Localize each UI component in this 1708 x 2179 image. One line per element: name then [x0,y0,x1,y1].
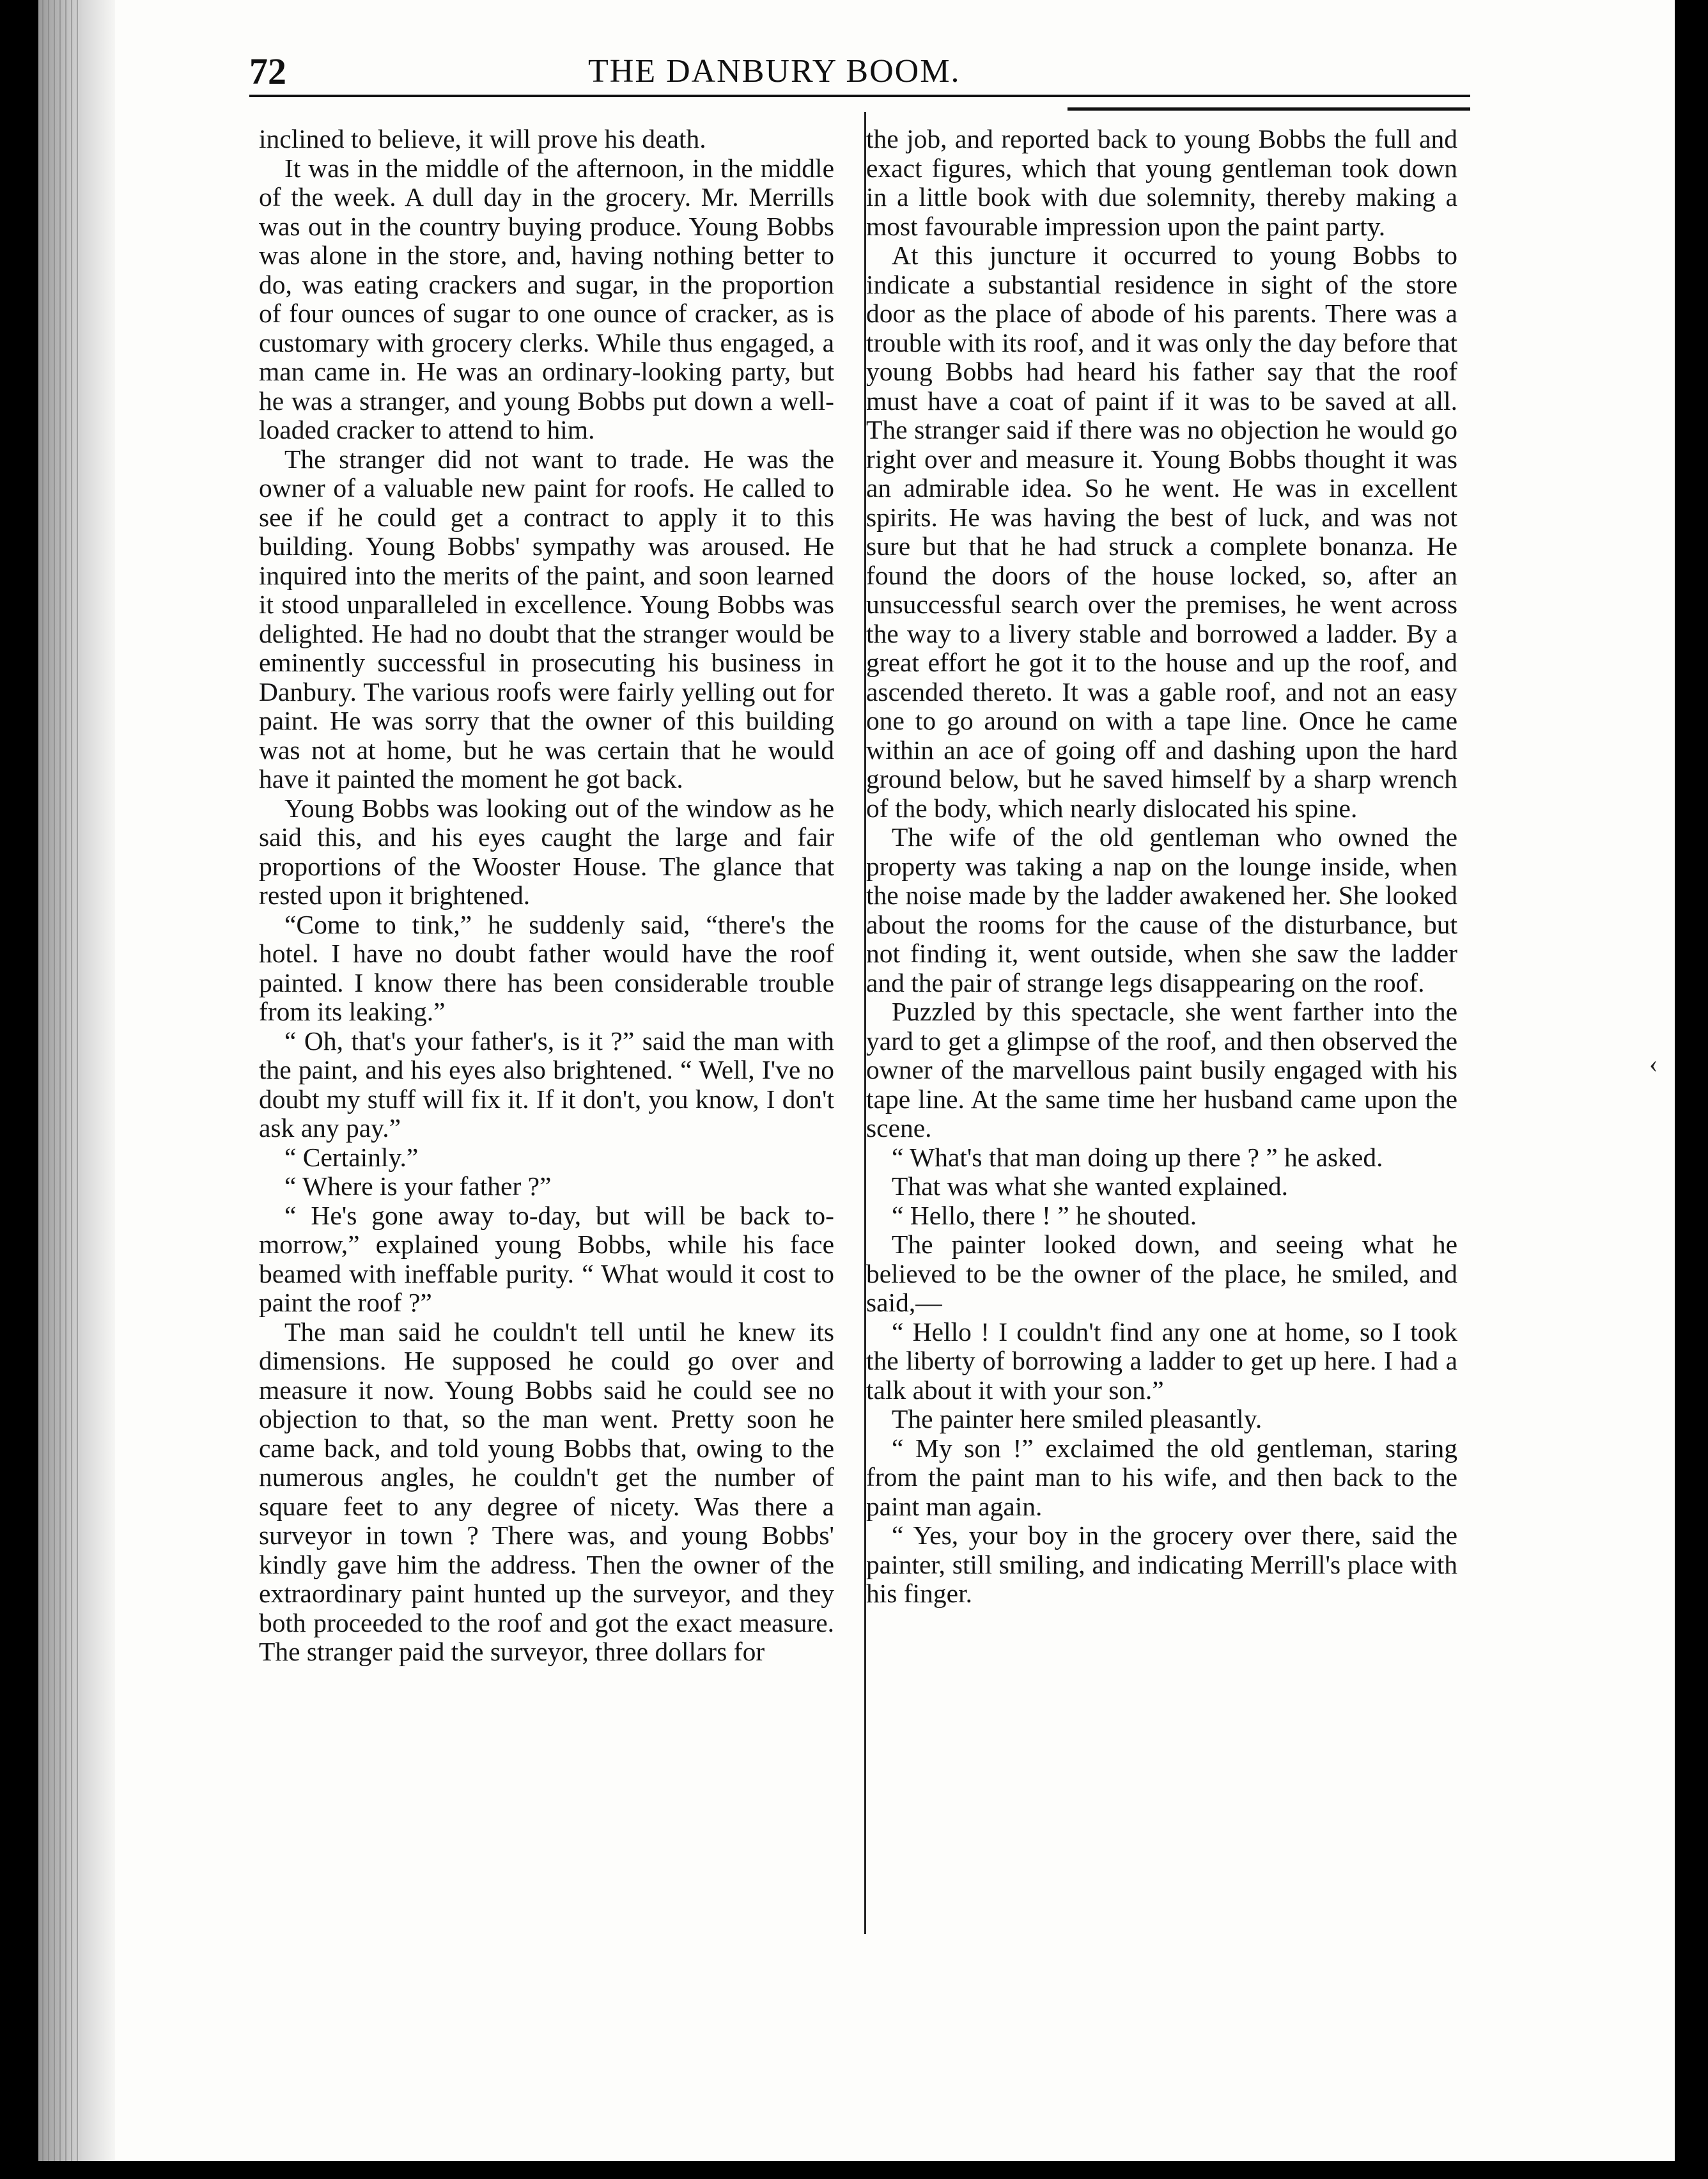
paragraph: inclined to believe, it will prove his death. [259,124,706,153]
page-edges [42,0,81,2161]
paragraph: The painter here smiled pleasantly. [892,1404,1262,1433]
header-rule [249,95,1470,97]
paragraph: It was in the middle of the afternoon, in the middle of the week. A dull day in the grocery. Mr. Merrills was out in the country buying produce. Young Bobbs was alone in the store, and, having nothing better to do, was eating crackers and sugar, in the proportion of four ounces of sugar to one ounce of cracker, as is customary with grocery clerks. While thus engaged, a man came in. He was an ordinary-looking party, but he was a stranger, and young Bobbs put down a well-loaded cracker to attend to him. [259,153,834,444]
paragraph: “ Hello ! I couldn't find any one at home, so I took the liberty of borrowing a ladder to get up here. I had a talk about it with your son.” [866,1316,1457,1405]
paragraph: “ Certainly.” [284,1142,419,1172]
header-rule-thick [1068,107,1470,111]
paragraph: “ Yes, your boy in the grocery over there, said the painter, still smiling, and indicating Merrill's place with his finger. [866,1520,1457,1608]
page-number: 72 [249,51,286,92]
paragraph: Young Bobbs was looking out of the window as he said this, and his eyes caught the large and fair proportions of the Wooster House. The glance that rested upon it brightened. [259,793,834,910]
running-title: THE DANBURY BOOM. [588,53,961,90]
book-page [38,0,1675,2161]
paragraph: “ My son !” exclaimed the old gentleman, staring from the paint man to his wife, and then back to the paint man again. [866,1433,1457,1521]
paragraph: “ What's that man doing up there ? ” he asked. [892,1142,1383,1172]
paragraph: The stranger did not want to trade. He was the owner of a valuable new paint for roofs. He called to see if he could get a contract to apply it to this building. Young Bobbs' sympathy was aroused. He inquired into the merits of the paint, and soon learned it stood unparalleled in excellence. Young Bobbs was delighted. He had no doubt that the stranger would be eminently successful in prosecuting his business in Danbury. The various roofs were fairly yelling out for paint. He was sorry that the owner of this building was not at home, but he was certain that he would have it painted the moment he got back. [259,444,834,793]
paragraph: “ He's gone away to-day, but will be back to-morrow,” explained young Bobbs, while his face beamed with ineffable purity. “ What would it cost to paint the roof ?” [259,1200,834,1317]
paragraph: The painter looked down, and seeing what he believed to be the owner of the place, he smiled, and said,— [866,1230,1457,1317]
paragraph: “Come to tink,” he suddenly said, “there's the hotel. I have no doubt father would have the roof painted. I know there has been considerable trouble from its leaking.” [259,909,834,1026]
paragraph: At this juncture it occurred to young Bobbs to indicate a substantial residence in sight of the store door as the place of abode of his parents. There was a trouble with its roof, and it was only the day before that young Bobbs had heard his father say that the roof must have a coat of paint if it was to be saved at all. The stranger said if there was no objection he would go right over and measure it. Young Bobbs thought it was an admirable idea. So he went. He was in excellent spirits. He was having the best of luck, and was not sure but that he had struck a complete bonanza. He found the doors of the house locked, so, after an unsuccessful search over the premises, he went across the way to a livery stable and borrowed a ladder. By a great effort he got it to the house and up the roof, and ascended thereto. It was a gable roof, and not an easy one to go around on with a tape line. Once he came within an ace of going off and dashing upon the hard ground below, but he saved himself by a sharp wrench of the body, which nearly dislocated his spine. [866,240,1457,823]
paragraph: That was what she wanted explained. [892,1171,1288,1201]
paragraph: The wife of the old gentleman who owned the property was taking a nap on the lounge inside, when the noise made by the ladder awakened her. She looked about the rooms for the cause of the disturbance, but not finding it, went outside, when she saw the ladder and the pair of strange legs disappearing on the roof. [866,822,1457,997]
paragraph: “ Hello, there ! ” he shouted. [892,1200,1197,1230]
paragraph: “ Where is your father ?” [284,1171,552,1201]
scan-edge [0,2161,1708,2179]
right-column [866,125,1457,1609]
paragraph: The man said he couldn't tell until he knew its dimensions. He supposed he could go over and measure it now. Young Bobbs said he could see no objection to that, so the man went. Pretty soon he came back, and told young Bobbs that, owing to the numerous angles, he couldn't get the number of square feet to any degree of nicety. Was there a surveyor in town ? There was, and young Bobbs' kindly gave him the address. Then the owner of the extraordinary paint hunted up the surveyor, and they both proceeded to the roof and got the exact measure. The stranger paid the surveyor, three dollars for [259,1316,834,1666]
paragraph: “ Oh, that's your father's, is it ?” said the man with the paint, and his eyes also brightened. “ Well, I've no doubt my stuff will fix it. If it don't, you know, I don't ask any pay.” [259,1026,834,1143]
margin-mark: ‹ [1649,1049,1658,1078]
paragraph: the job, and reported back to young Bobbs the full and exact figures, which that young gentleman took down in a little book with due solemnity, thereby making a most favourable impression upon the paint party. [866,124,1457,241]
left-column [259,125,834,1667]
page-header [249,50,1451,96]
paragraph: Puzzled by this spectacle, she went farther into the yard to get a glimpse of the roof, and then observed the owner of the marvellous paint busily engaged with his tape line. At the same time her husband came upon the scene. [866,997,1457,1143]
